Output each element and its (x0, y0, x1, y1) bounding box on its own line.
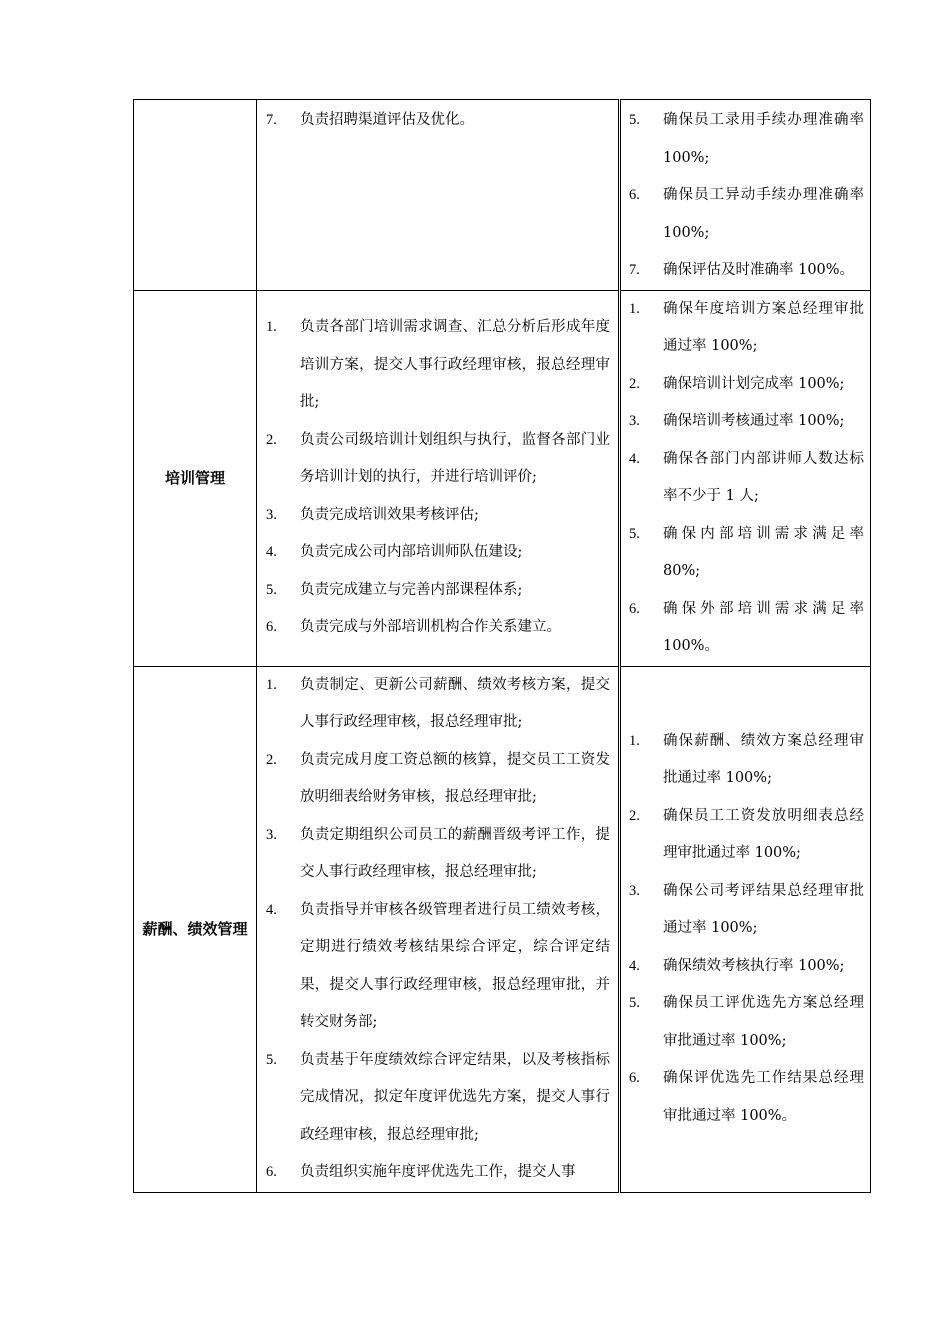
list-item: 6. 负责完成与外部培训机构合作关系建立。 (266, 619, 561, 636)
kpi-cell (620, 666, 871, 1192)
category-cell (134, 666, 257, 1192)
list-item: 5. 确保员工评优选先方案总经理审批通过率 100%; (629, 995, 864, 1049)
category-label: 培训管理 (164, 468, 225, 487)
list-item: 3. 确保培训考核通过率 100%; (629, 413, 845, 429)
list-item: 5. 确保内部培训需求满足率 80%; (629, 525, 864, 579)
list-item: 3. 负责定期组织公司员工的薪酬晋级考评工作，提交人事行政经理审核，报总经理审批; (266, 826, 610, 880)
list-item: 4. 负责完成公司内部培训师队伍建设; (266, 544, 523, 561)
list-item: 6. 确保员工异动手续办理准确率 100%; (629, 187, 864, 241)
kpi-list (621, 291, 870, 666)
list-item: 2. 负责完成月度工资总额的核算，提交员工工资发放明细表给财务审核，报总经理审批; (266, 751, 610, 805)
kpi-list (621, 102, 870, 290)
list-item: 2. 确保员工工资发放明细表总经理审批通过率 100%; (629, 807, 864, 862)
list-item: 1. 确保薪酬、绩效方案总经理审批通过率 100%; (629, 732, 864, 787)
duties-cell (257, 666, 620, 1192)
list-item: 7. 负责招聘渠道评估及优化。 (266, 112, 474, 128)
list-item: 7. 确保评估及时准确率 100%。 (629, 262, 855, 278)
list-item: 1. 负责制定、更新公司薪酬、绩效考核方案，提交人事行政经理审核，报总经理审批; (266, 676, 610, 730)
list-item: 5. 负责基于年度绩效综合评定结果，以及考核指标完成情况，拟定年度评优选先方案，提交人事行政经理审核，报总经理审批; (266, 1051, 610, 1143)
list-item: 6. 负责组织实施年度评优选先工作，提交人事 (266, 1164, 576, 1180)
list-item: 4. 确保各部门内部讲师人数达标率不少于 1 人; (629, 450, 864, 504)
list-item: 5. 确保员工录用手续办理准确率 100%; (629, 112, 864, 166)
category-cell (134, 100, 257, 291)
list-item: 1. 负责各部门培训需求调查、汇总分析后形成年度培训方案，提交人事行政经理审核，报总经理审批; (266, 319, 610, 411)
category-label: 薪酬、绩效管理 (142, 919, 248, 938)
duty-list (257, 667, 618, 1192)
list-item: 4. 确保绩效考核执行率 100%; (629, 957, 845, 974)
table-row-salary-performance (134, 666, 871, 1192)
list-item: 3. 负责完成培训效果考核评估; (266, 506, 479, 523)
list-item: 5. 负责完成建立与完善内部课程体系; (266, 581, 523, 598)
duties-cell (257, 100, 620, 291)
duty-list (257, 309, 618, 647)
category-cell (134, 290, 257, 666)
kpi-cell (620, 290, 871, 666)
list-item: 6. 确保评优选先工作结果总经理审批通过率 100%。 (629, 1070, 864, 1124)
responsibility-table (133, 99, 871, 1193)
list-item: 2. 确保培训计划完成率 100%; (629, 375, 845, 392)
list-item: 2. 负责公司级培训计划组织与执行，监督各部门业务培训计划的执行，并进行培训评价; (266, 431, 610, 486)
list-item: 3. 确保公司考评结果总经理审批通过率 100%; (629, 882, 864, 937)
table-row-training (134, 290, 871, 666)
table-row-recruitment (134, 100, 871, 291)
duty-list (257, 102, 618, 140)
list-item: 1. 确保年度培训方案总经理审批通过率 100%; (629, 300, 864, 354)
duties-cell (257, 290, 620, 666)
kpi-list (621, 723, 870, 1136)
kpi-cell (620, 100, 871, 291)
list-item: 6. 确保外部培训需求满足率 100%。 (629, 600, 864, 654)
list-item: 4. 负责指导并审核各级管理者进行员工绩效考核，定期进行绩效考核结果综合评定，综合评定结果，提交人事行政经理审核，报总经理审批，并转交财务部; (266, 901, 610, 1030)
